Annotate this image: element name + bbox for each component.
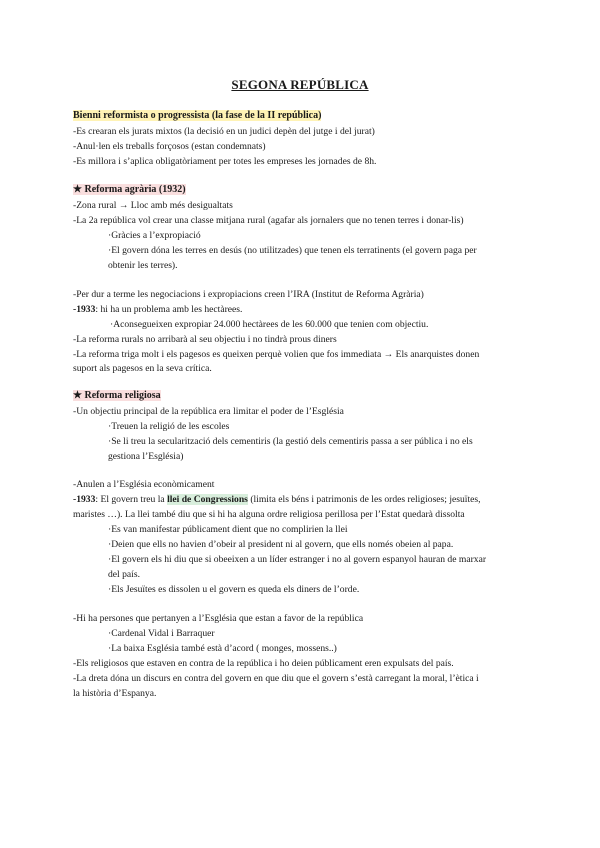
text-line: -Per dur a terme les negociacions i expropiacions creen l’IRA (Institut de Reforma Agrària) (73, 289, 424, 300)
bullet-line: ·Aconsegueixen expropiar 24.000 hectàrees de les 60.000 que tenien com objectiu. (110, 319, 429, 330)
bullet-continuation: gestiona l’Església) (108, 451, 184, 462)
heading-bienni-text: Bienni reformista o progressista (la fase de la II república) (73, 110, 322, 121)
bullet-line: ·Es van manifestar públicament dient que no complirien la llei (108, 524, 348, 535)
text-line: -Hi ha persones que pertanyen a l’Església que estan a favor de la república (73, 613, 364, 624)
heading-religiosa-text: Reforma religiosa (84, 390, 161, 401)
bullet-continuation: obtenir les terres). (108, 260, 178, 271)
text-line: -La 2a república vol crear una classe mitjana rural (agafar als jornalers que no tenen terres i donar-lis) (73, 215, 464, 226)
bullet-line: ·El govern els hi diu que si obeeixen a un líder estranger i no al govern espanyol hauran de marxar (108, 554, 487, 565)
heading-agraria-text: Reforma agrària (1932) (84, 184, 186, 195)
heading-religiosa-highlight (73, 390, 161, 401)
text-line: -Els religiosos que estaven en contra de la república i ho deien públicament eren expulsats del país. (73, 658, 454, 669)
bullet-line: ·La baixa Església també està d’acord ( monges, mossens..) (108, 643, 337, 654)
bullet-line: ·El govern dóna les terres en desús (no utilitzades) que tenen els terratinents (el govern paga per (108, 245, 477, 256)
text-line: la història d’Espanya. (73, 688, 157, 699)
heading-agraria-highlight (73, 184, 186, 195)
text-line-1933 (73, 303, 553, 317)
bullet-line: ·Gràcies a l’expropiació (108, 230, 201, 241)
bullet-line: ·Cardenal Vidal i Barraquer (108, 628, 215, 639)
text-line: -Zona rural → Lloc amb més desigualtats (73, 200, 233, 211)
text-line: suport als pagesos en la seva crítica. (73, 363, 212, 374)
bullet-line: ·Treuen la religió de les escoles (108, 421, 230, 432)
section-heading-bienni (73, 109, 553, 123)
text-line: maristes …). La llei també diu que si hi ha alguna ordre religiosa perillosa per l’Estat quedarà dissolta (73, 509, 465, 520)
page-title: SEGONA REPÚBLICA (231, 77, 369, 92)
law-highlight: llei de Congressions (167, 494, 248, 505)
bullet-line: ·Els Jesuïtes es dissolen u el govern es queda els diners de l’orde. (108, 584, 360, 595)
text-part: (limita els béns i patrimonis de les ordes religioses; jesuïtes, (247, 494, 481, 505)
bullet-continuation: del país. (108, 569, 140, 580)
text-line-1933 (73, 493, 553, 507)
text-line: -Es millora i s’aplica obligatòriament per totes les empreses les jornades de 8h. (73, 156, 377, 167)
text-line: -Un objectiu principal de la república era limitar el poder de l’Església (73, 406, 344, 417)
text-line: -Anulen a l’Església econòmicament (73, 479, 215, 490)
star-icon: ★ (73, 390, 82, 401)
text-line: -Es crearan els jurats mixtos (la decisió en un judici depèn del jutge i del jurat) (73, 126, 375, 137)
text-line: -La reforma rurals no arribarà al seu objectiu i no tindrà prous diners (73, 334, 337, 345)
section-heading-agraria (73, 183, 553, 197)
bullet-line: ·Se li treu la secularització dels cementiris (la gestió dels cementiris passa a ser pública i no els (108, 436, 473, 447)
star-icon: ★ (73, 184, 82, 195)
year-1933: -1933 (73, 494, 96, 505)
text-part: : El govern treu la (95, 494, 168, 505)
text-rest: : hi ha un problema amb les hectàrees. (95, 304, 243, 315)
text-line: -La dreta dóna un discurs en contra del govern en que diu que el govern s’està carregant la moral, l’ètica i (73, 673, 479, 684)
text-line: -La reforma triga molt i els pagesos es queixen perquè volien que fos immediata → Els anarquistes donen (73, 349, 480, 360)
section-heading-religiosa (73, 389, 553, 403)
text-line: -Anul·len els treballs forçosos (estan condemnats) (73, 141, 266, 152)
bullet-line: ·Deien que ells no havien d’obeir al president ni al govern, que ells només obeien al papa. (108, 539, 454, 550)
year-1933: -1933 (73, 304, 96, 315)
